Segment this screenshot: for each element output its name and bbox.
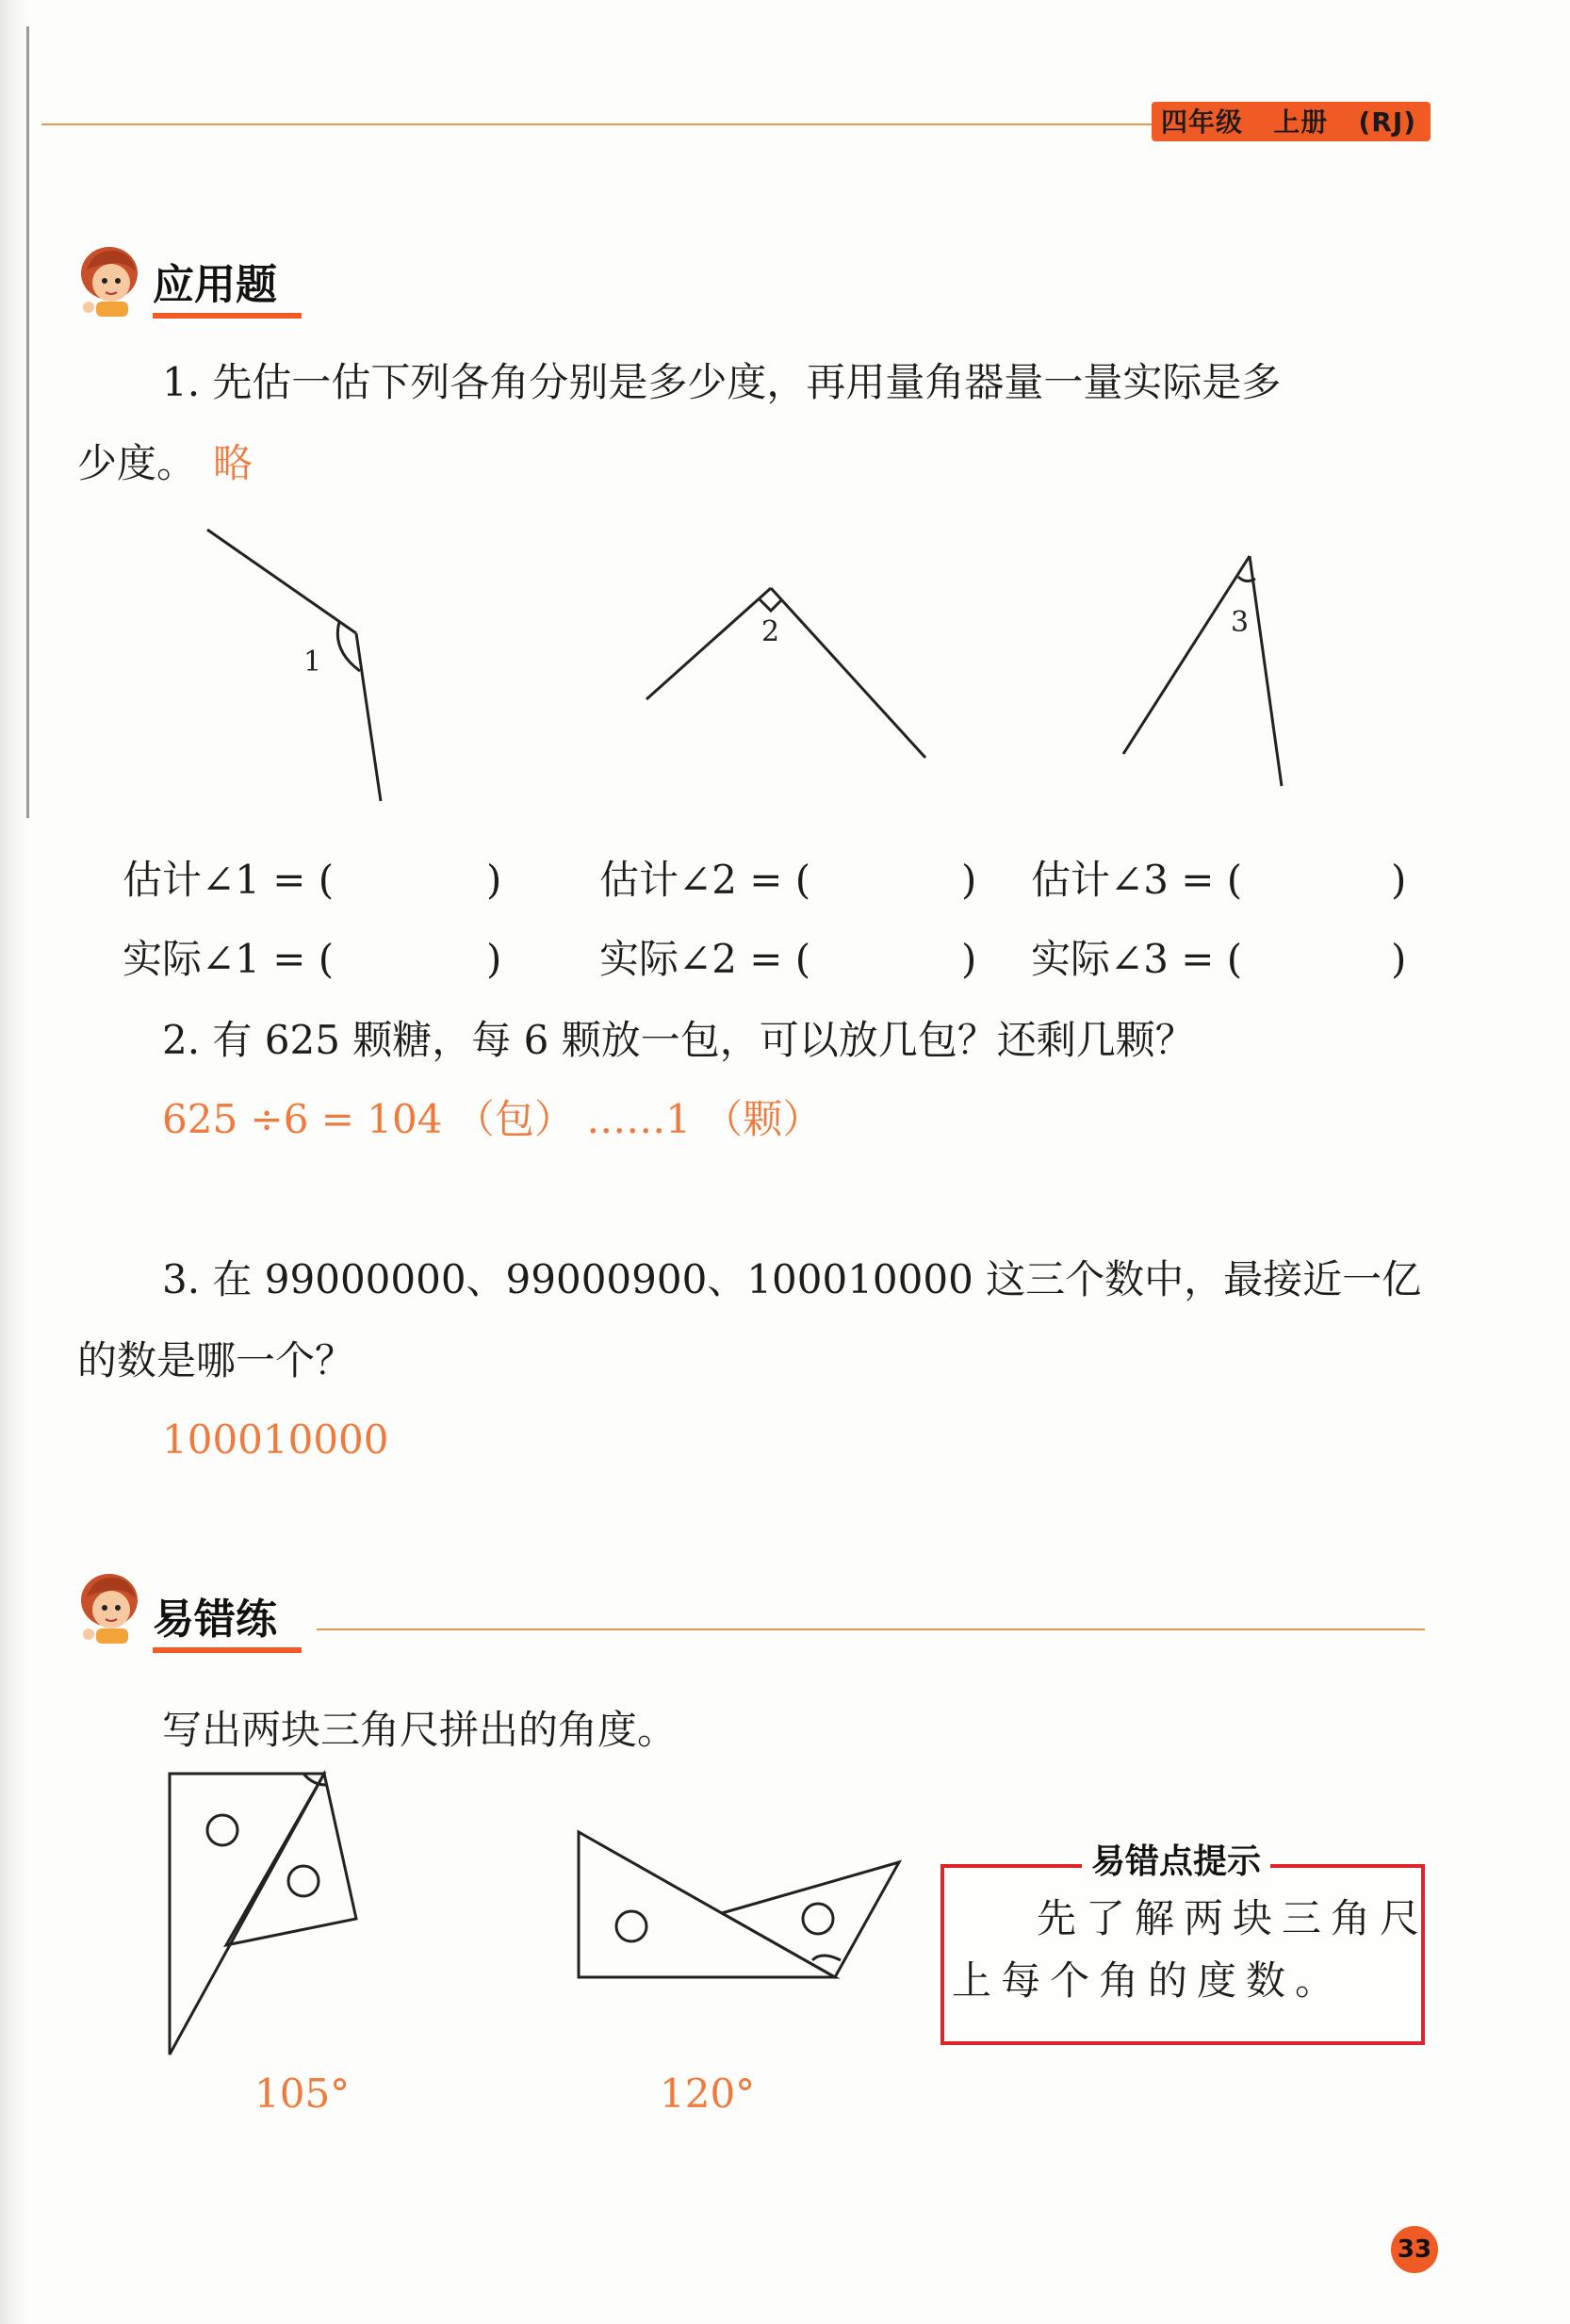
angle-2-label: 2 [761, 615, 780, 648]
tip-title: 易错点提示 [1082, 1836, 1270, 1889]
tip-line-2: 上每个角的度数。 [952, 1957, 1345, 2004]
question-2-text: 2. 有 625 颗糖，每 6 颗放一包，可以放几包？还剩几颗？ [162, 1017, 1195, 1063]
angle-2-figure [646, 588, 925, 758]
question-3-answer: 100010000 [162, 1416, 389, 1463]
actual-angle-2: 实际∠2 = ( [599, 936, 811, 982]
grade-label: 四年级 上册 (RJ) [1161, 106, 1417, 138]
girl-mascot-icon [74, 1568, 147, 1647]
estimate-angle-1-close: ) [486, 857, 502, 903]
estimate-angle-2-close: ) [961, 857, 977, 903]
question-3-line1: 3. 在 99000000、99000900、100010000 这三个数中，最接近一亿 [162, 1256, 1422, 1302]
error-answer-2: 120° [660, 2070, 756, 2117]
actual-angle-2-close: ) [961, 936, 977, 982]
angle-3-figure [1123, 556, 1282, 786]
estimate-angle-3: 估计∠3 = ( [1031, 857, 1243, 903]
question-3-line2: 的数是哪一个？ [77, 1337, 355, 1383]
angle-1-figure [207, 530, 381, 801]
error-answer-1: 105° [254, 2070, 351, 2117]
girl-mascot-icon [74, 241, 147, 320]
section-underline-error [153, 1647, 302, 1653]
section-underline-application [153, 313, 302, 319]
angle-3-label: 3 [1231, 606, 1250, 639]
tip-line-1: 先了解两块三角尺 [1037, 1895, 1430, 1941]
estimate-angle-2: 估计∠2 = ( [599, 857, 811, 903]
question-2-answer: 625 ÷6 = 104 （包） ……1 （颗） [162, 1096, 823, 1142]
question-1-answer: 略 [213, 440, 253, 486]
question-1-line2: 少度。 [77, 440, 197, 486]
triangle-pair-2 [579, 1832, 899, 1977]
header-rule [41, 123, 1153, 125]
actual-angle-1: 实际∠1 = ( [123, 936, 335, 982]
triangle-pair-1 [170, 1774, 356, 2054]
estimate-angle-3-close: ) [1391, 857, 1407, 903]
actual-angle-1-close: ) [486, 936, 502, 982]
actual-angle-3-close: ) [1391, 936, 1407, 982]
error-prompt: 写出两块三角尺拼出的角度。 [162, 1707, 678, 1753]
actual-angle-3: 实际∠3 = ( [1031, 936, 1243, 982]
section-title-error: 易错练 [153, 1596, 277, 1644]
page-number: 33 [1397, 2235, 1432, 2264]
angle-figures [0, 509, 1570, 810]
estimate-angle-1: 估计∠1 = ( [123, 857, 335, 903]
question-1-line1: 1. 先估一估下列各角分别是多少度，再用量角器量一量实际是多 [162, 359, 1282, 405]
angle-1-label: 1 [303, 646, 322, 679]
section-rule-error [317, 1628, 1425, 1630]
section-title-application: 应用题 [153, 261, 277, 309]
